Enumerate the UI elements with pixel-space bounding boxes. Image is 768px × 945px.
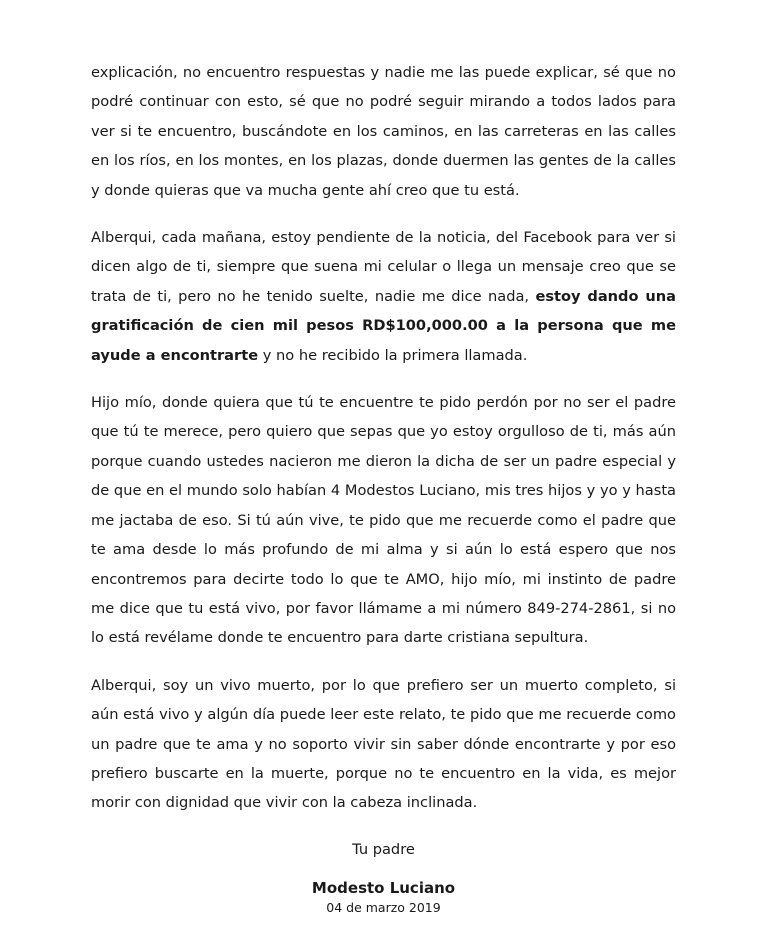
text-segment: explicación, no encuentro respuestas y nadie me las puede explicar, sé que no podré continuar con esto, sé que no podré seguir mirando a todos lados para ver si te encuentro, buscándote en los caminos, en las carreteras en las calles en los ríos, en los montes, en los plazas, donde duermen las gentes de la calles y donde quieras que va mucha gente ahí creo que tu está. xyxy=(91,64,676,199)
letter-page xyxy=(91,58,676,916)
text-segment: Alberqui, cada mañana, estoy pendiente de la noticia, del Facebook para ver si dicen algo de ti, siempre que suena mi celular o llega un mensaje creo que se trata de ti, pero no he tenido suelte, nadie me dice nada, xyxy=(91,229,676,305)
letter-paragraph xyxy=(91,223,676,370)
letter-paragraph xyxy=(91,671,676,818)
text-segment: Alberqui, soy un vivo muerto, por lo que prefiero ser un muerto completo, si aún está vivo y algún día puede leer este relato, te pido que me recuerde como un padre que te ama y no soporto vivir sin saber dónde encontrarte y por eso prefiero buscarte en la muerte, porque no te encuentro en la vida, es mejor morir con dignidad que vivir con la cabeza inclinada. xyxy=(91,676,676,812)
bold-text-segment: estoy dando una gratificación de cien mil pesos RD$100,000.00 a la persona que me ayude a encontrarte xyxy=(91,287,676,364)
letter-paragraph xyxy=(91,58,676,205)
text-segment: y no he recibido la primera llamada. xyxy=(258,346,528,364)
letter-date: 04 de marzo 2019 xyxy=(326,899,441,915)
letter-paragraph xyxy=(91,388,676,653)
closing-line: Tu padre xyxy=(352,840,415,858)
text-segment: Hijo mío, donde quiera que tú te encuentre te pido perdón por no ser el padre que tú te merece, pero quiero que sepas que yo estoy orgulloso de ti, más aún porque cuando ustedes nacieron me dieron la dicha de ser un padre especial y de que en el mundo solo habían 4 Modestos Luciano, mis tres hijos y yo y hasta me jactaba de eso. Si tú aún vive, te pido que me recuerde como el padre que te ama desde lo más profundo de mi alma y si aún lo está espero que nos encontremos para decirte todo lo que te AMO, hijo mío, mi instinto de padre me dice que tu está vivo, por favor llámame a mi número 849-274-2861, si no lo está revélame donde te encuentro para darte cristiana sepultura. xyxy=(91,394,676,647)
signer-name: Modesto Luciano xyxy=(311,878,456,897)
letter-body xyxy=(91,58,676,818)
